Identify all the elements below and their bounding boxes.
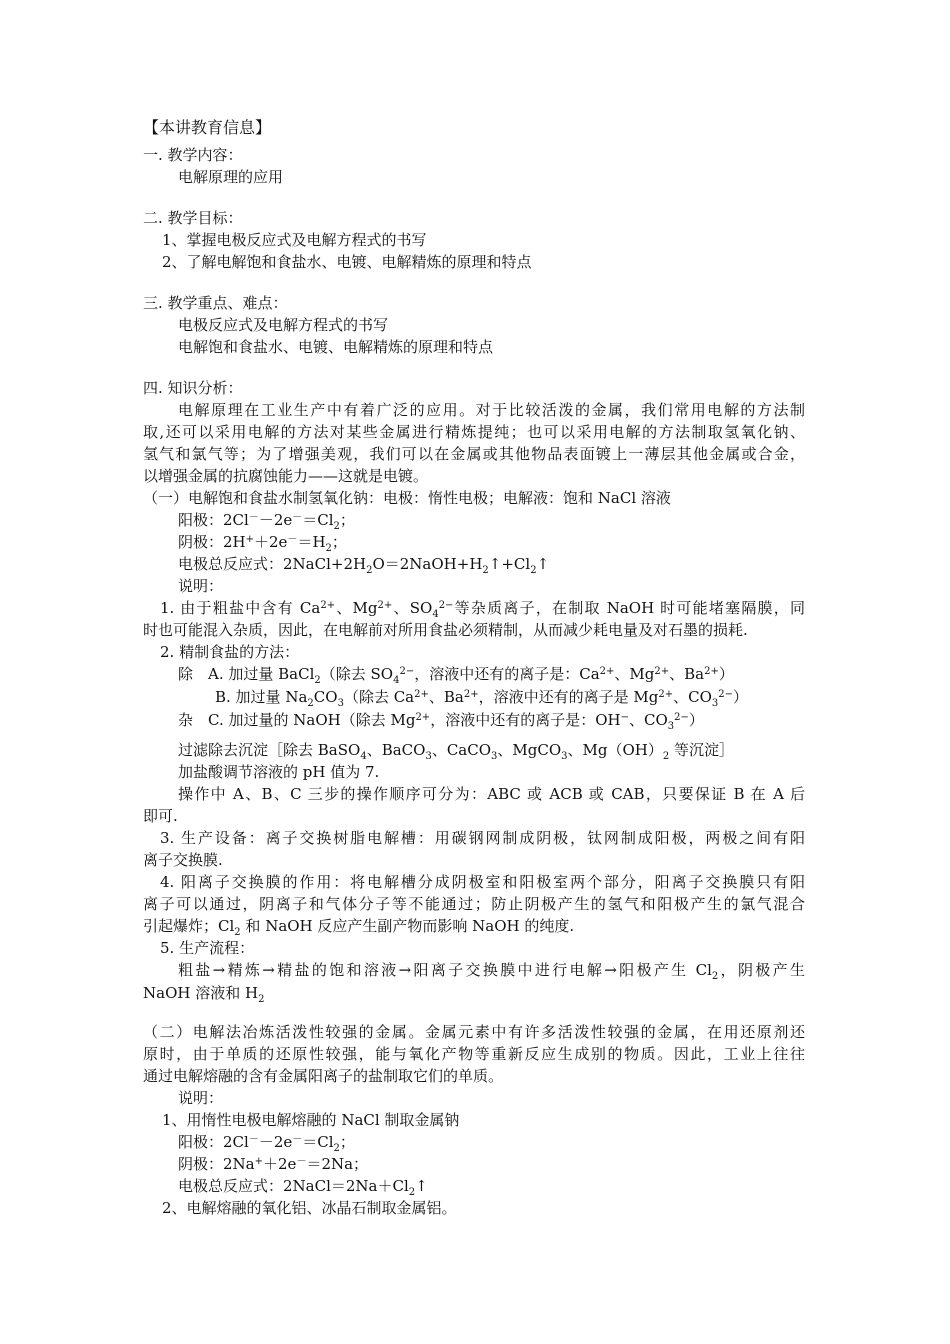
total-equation: 电极总反应式：$2NaCl=2Na+Cl_2↑$ [178, 1177, 428, 1198]
note-item-3: 3. 生产设备：离子交换树脂电解槽：用碳钢网制成阴极，钛网制成阳极，两极之间有阳 [160, 829, 805, 847]
paragraph-line: 原时，由于单质的还原性较强，能与氧化产物等重新反应生成别的物质。因此，工业上往往 [143, 1045, 805, 1063]
subsection-heading: （二）电解法冶炼活泼性较强的金属。金属元素中有许多活泼性较强的金属，在用还原剂还 [143, 1023, 805, 1041]
paragraph-line: 电解原理在工业生产中有着广泛的应用。对于比较活泼的金属，我们常用电解的方法制 [178, 401, 805, 419]
filter-step: 过滤除去沉淀［除去 BaSO$_4$、BaCO$_3$、CaCO$_3$、MgCO$_3$、$Mg(OH)_2$ 等沉淀］ [178, 741, 735, 762]
section-heading-goals: 二. 教学目标： [143, 209, 243, 227]
anode-equation: 阳极：$2Cl^--2e^-=Cl_2$； [178, 1133, 355, 1154]
method-a: 除 A. 加过量 BaCl$_2$（除去 $SO_4^{2-}$，溶液中还有的离子是：$Ca^{2+}$、$Mg^{2+}$、$Ba^{2+}$） [178, 665, 734, 686]
paragraph-line: 操作中 A、B、C 三步的操作顺序可分为：ABC 或 ACB 或 CAB，只要保证 B 在 A 后 [178, 785, 805, 803]
paragraph-line: 即可. [143, 807, 178, 825]
goal-item: 2、了解电解饱和食盐水、电镀、电解精炼的原理和特点 [162, 253, 532, 271]
note-item-5: 5. 生产流程： [160, 939, 255, 957]
keypoint-item: 电极反应式及电解方程式的书写 [178, 316, 389, 334]
method-b: B. 加过量 $Na_2CO_3$（除去 $Ca^{2+}$、$Ba^{2+}$，溶液中还有的离子是 $Mg^{2+}$、$CO_3^{2-}$） [215, 688, 749, 709]
note-item-4: 4. 阳离子交换膜的作用：将电解槽分成阴极室和阳极室两个部分，阳离子交换膜只有阳 [160, 873, 805, 891]
note-label: 说明： [178, 577, 224, 595]
paragraph-line: 离子交换膜. [143, 851, 223, 869]
cathode-equation: 阴极：2Na+＋2e－＝2Na； [178, 1155, 369, 1173]
paragraph-line: 时也可能混入杂质，因此，在电解前对所用食盐必须精制，从而减少耗电量及对石墨的损耗. [143, 621, 748, 639]
paragraph-line: 取,还可以采用电解的方法对某些金属进行精炼提纯；也可以采用电解的方法制取氢氧化钠、 [143, 423, 805, 441]
paragraph-line: 引起爆炸；$Cl_2$ 和 NaOH 反应产生副产物而影响 NaOH 的纯度. [143, 917, 575, 938]
note-label: 说明： [178, 1089, 224, 1107]
flow-line: NaOH 溶液和 $H_2$ [143, 984, 265, 1005]
paragraph-line: 以增强金属的抗腐蚀能力——这就是电镀。 [143, 467, 429, 485]
note-item-2: 2. 精制食盐的方法： [160, 643, 300, 661]
section-heading-content: 一. 教学内容： [143, 146, 243, 164]
note-item: 2、电解熔融的氧化铝、冰晶石制取金属铝。 [162, 1199, 457, 1217]
paragraph-line: 氢气和氯气等；为了增强美观，我们可以在金属或其他物品表面镀上一薄层其他金属或合金， [143, 445, 805, 463]
flow-line: 粗盐→精炼→精盐的饱和溶液→阳离子交换膜中进行电解→阳极产生 $Cl_2$，阴极产生 [178, 961, 805, 982]
anode-equation: 阳极：$2Cl^--2e^-=Cl_2$； [178, 511, 355, 532]
method-c: 杂 C. 加过量的 NaOH（除去 $Mg^{2+}$，溶液中还有的离子是：OH−、$CO_3^{2-}$） [178, 711, 704, 732]
note-item-1: 1. 由于粗盐中含有 $Ca^{2+}$、$Mg^{2+}$、$SO_4^{2-}$等杂质离子，在制取 NaOH 时可能堵塞隔膜，同 [160, 599, 806, 620]
cathode-equation: 阴极：$2H^++2e^-=H_2$； [178, 533, 347, 554]
total-equation: 电极总反应式：$2NaCl+2H_2O=2NaOH+H_2↑+Cl_2↑$ [178, 555, 550, 576]
section-text: 电解原理的应用 [178, 168, 284, 186]
document-title: 【本讲教育信息】 [143, 118, 272, 137]
acid-step: 加盐酸调节溶液的 pH 值为 7. [178, 763, 380, 781]
subsection-heading: （一）电解饱和食盐水制氢氧化钠：电极：惰性电极；电解液：饱和 NaCl 溶液 [143, 489, 671, 507]
keypoint-item: 电解饱和食盐水、电镀、电解精炼的原理和特点 [178, 338, 494, 356]
paragraph-line: 离子可以通过，阴离子和气体分子等不能通过；防止阴极产生的氢气和阳极产生的氯气混合 [143, 895, 805, 913]
section-heading-keypoints: 三. 教学重点、难点： [143, 294, 288, 312]
note-item: 1、用惰性电极电解熔融的 NaCl 制取金属钠 [162, 1111, 460, 1129]
goal-item: 1、掌握电极反应式及电解方程式的书写 [162, 231, 427, 249]
section-heading-analysis: 四. 知识分析： [143, 379, 243, 397]
paragraph-line: 通过电解熔融的含有金属阳离子的盐制取它们的单质。 [143, 1067, 504, 1085]
